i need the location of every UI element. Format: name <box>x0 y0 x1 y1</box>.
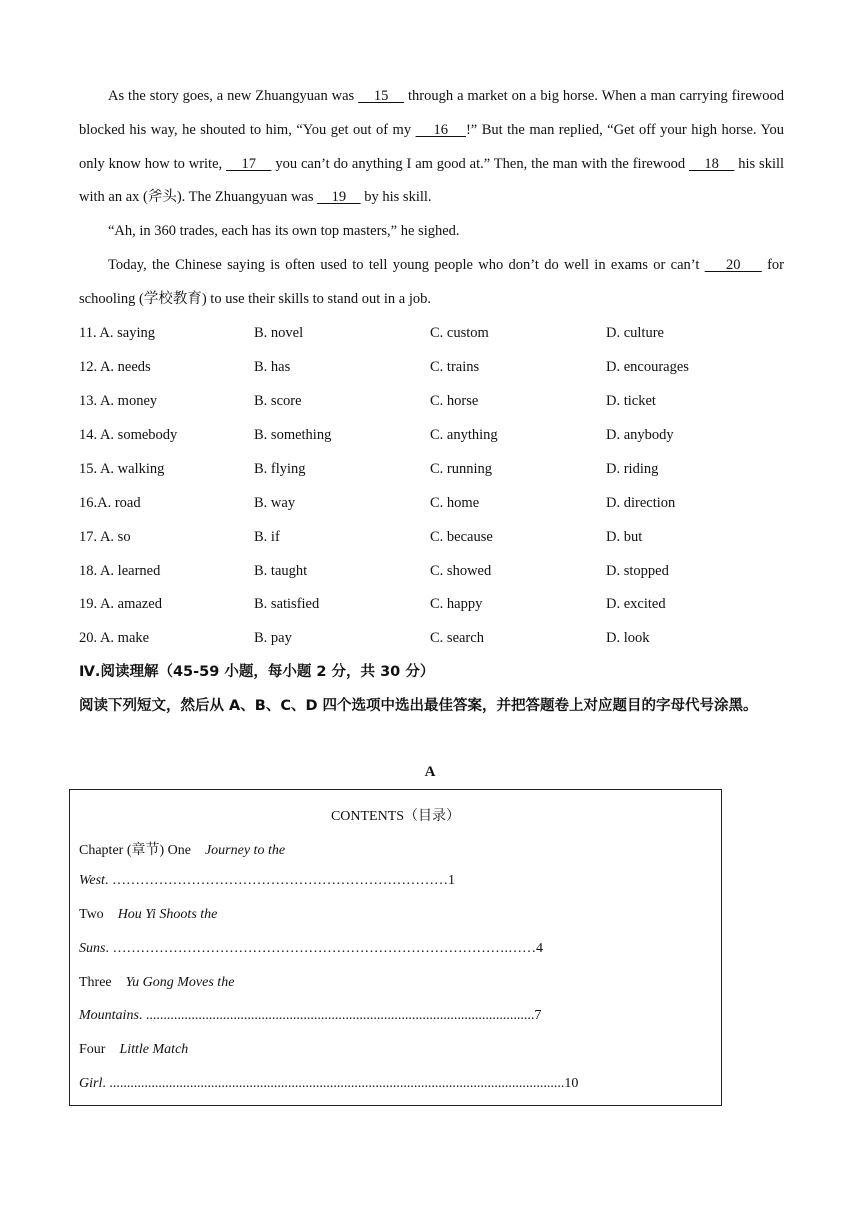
option-b: B. way <box>254 495 296 511</box>
option-a: 20. A. make <box>79 630 150 646</box>
option-a: 17. A. so <box>79 529 131 545</box>
option-c: C. happy <box>430 596 483 612</box>
option-d: D. but <box>606 529 643 545</box>
option-b: B. has <box>254 359 291 375</box>
question-options-14 <box>79 427 779 447</box>
passage-text: “Ah, in 360 trades, each has its own top masters,” he sighed. <box>108 223 460 239</box>
question-options-19 <box>79 596 779 616</box>
question-options-12 <box>79 359 779 379</box>
option-b: B. taught <box>254 563 308 579</box>
passage-paragraph-2 <box>79 215 784 249</box>
option-d: D. stopped <box>606 563 669 579</box>
option-a: 16.A. road <box>79 495 141 511</box>
passage-text: Today, the Chinese saying is often used to tell young people who don’t do well in exams or can’t <box>108 257 705 273</box>
option-c: C. home <box>430 495 480 511</box>
passage-text: As the story goes, a new Zhuangyuan was <box>108 88 359 104</box>
chapter-label: Three <box>79 975 112 990</box>
option-b: B. if <box>254 529 280 545</box>
question-options-17 <box>79 529 779 549</box>
chapter-label: Chapter (章节) One <box>79 843 191 858</box>
question-options-15 <box>79 461 779 481</box>
option-c: C. running <box>430 461 493 477</box>
passage-text: through a market on a big horse. When a man carrying firewood blocked his way, he shouted to him, “You get out of my <box>79 88 784 138</box>
passage-text: his skill with an ax (斧头). The Zhuangyuan was <box>79 155 785 206</box>
blank-15: 15 <box>358 88 405 104</box>
option-a: 13. A. money <box>79 393 158 409</box>
passage-text: by his skill. <box>360 189 432 206</box>
option-c: C. horse <box>430 393 479 409</box>
passage-text: for schooling (学校教育) to use their skills to stand out in a job. <box>79 257 784 307</box>
option-c: C. search <box>430 630 484 646</box>
chapter-one-page-line <box>79 873 455 889</box>
option-d: D. culture <box>606 325 664 341</box>
chapter-three-line <box>79 975 234 991</box>
contents-title: CONTENTS（目录） <box>330 809 461 824</box>
chapter-label: Four <box>79 1042 106 1057</box>
chapter-two-page-line <box>79 941 543 957</box>
option-a: 12. A. needs <box>79 359 151 375</box>
chapter-title: Journey to the <box>204 843 286 858</box>
option-c: C. trains <box>430 359 480 375</box>
chapter-label: Two <box>79 907 104 922</box>
question-options-20 <box>79 630 779 650</box>
option-b: B. flying <box>254 461 306 477</box>
option-d: D. ticket <box>606 393 656 409</box>
page-leader: . ………………………………………………………………………….……4 <box>105 941 543 956</box>
chapter-title-end: Suns <box>79 941 106 956</box>
option-c: C. because <box>430 529 493 545</box>
option-b: B. something <box>254 427 332 443</box>
option-d: D. riding <box>606 461 659 477</box>
passage-text: you can’t do anything I am good at.” Then, the man with the firewood <box>271 155 689 172</box>
option-a: 19. A. amazed <box>79 596 162 612</box>
chapter-title: Hou Yi Shoots the <box>117 907 218 922</box>
option-d: D. look <box>606 630 650 646</box>
passage-letter: A <box>424 764 436 780</box>
blank-19: 19 <box>317 189 361 206</box>
chapter-title-end: Girl <box>79 1076 103 1091</box>
chapter-four-page-line <box>79 1076 578 1092</box>
question-options-18 <box>79 563 779 583</box>
blank-16: 16 <box>415 121 466 138</box>
contents-box <box>69 789 722 1106</box>
blank-17: 17 <box>226 155 272 172</box>
chapter-one-line <box>79 839 285 859</box>
option-a: 18. A. learned <box>79 563 161 579</box>
option-b: B. pay <box>254 630 292 646</box>
blank-20: 20 <box>704 257 762 273</box>
option-a: 14. A. somebody <box>79 427 178 443</box>
chapter-title-end: Mountains <box>79 1008 139 1023</box>
option-c: C. anything <box>430 427 498 443</box>
option-b: B. satisfied <box>254 596 320 612</box>
chapter-two-line <box>79 907 217 923</box>
chapter-title: Little Match <box>119 1042 189 1057</box>
passage-text: !” But the man replied, “Get off your high horse. You only know how to write, <box>79 121 784 172</box>
option-a: 15. A. walking <box>79 461 165 477</box>
passage-paragraph-3 <box>79 249 784 317</box>
option-b: B. novel <box>254 325 304 341</box>
option-a: 11. A. saying <box>79 325 155 341</box>
page-leader: . ..................................................................................................................................10 <box>102 1076 579 1091</box>
section-heading: Ⅳ.阅读理解（45-59 小题，每小题 2 分，共 30 分） <box>79 664 435 680</box>
option-d: D. encourages <box>606 359 689 375</box>
option-c: C. showed <box>430 563 492 579</box>
chapter-four-line <box>79 1042 188 1058</box>
page-leader: . ………………………………………………………………1 <box>104 873 455 888</box>
question-options-11 <box>79 325 779 345</box>
option-b: B. score <box>254 393 302 409</box>
option-d: D. direction <box>606 495 676 511</box>
question-options-16 <box>79 495 779 515</box>
blank-18: 18 <box>688 155 735 172</box>
section-instruction: 阅读下列短文，然后从 A、B、C、D 四个选项中选出最佳答案，并把答题卷上对应题目的字母代号涂黑。 <box>79 698 758 714</box>
option-c: C. custom <box>430 325 489 341</box>
chapter-title-end: West <box>79 873 105 888</box>
option-d: D. excited <box>606 596 666 612</box>
passage-paragraph-1 <box>79 80 784 215</box>
option-d: D. anybody <box>606 427 674 443</box>
chapter-title: Yu Gong Moves the <box>125 975 235 990</box>
chapter-three-page-line <box>79 1008 541 1024</box>
page-leader: . ...............................................................................................................7 <box>138 1008 542 1023</box>
question-options-13 <box>79 393 779 413</box>
